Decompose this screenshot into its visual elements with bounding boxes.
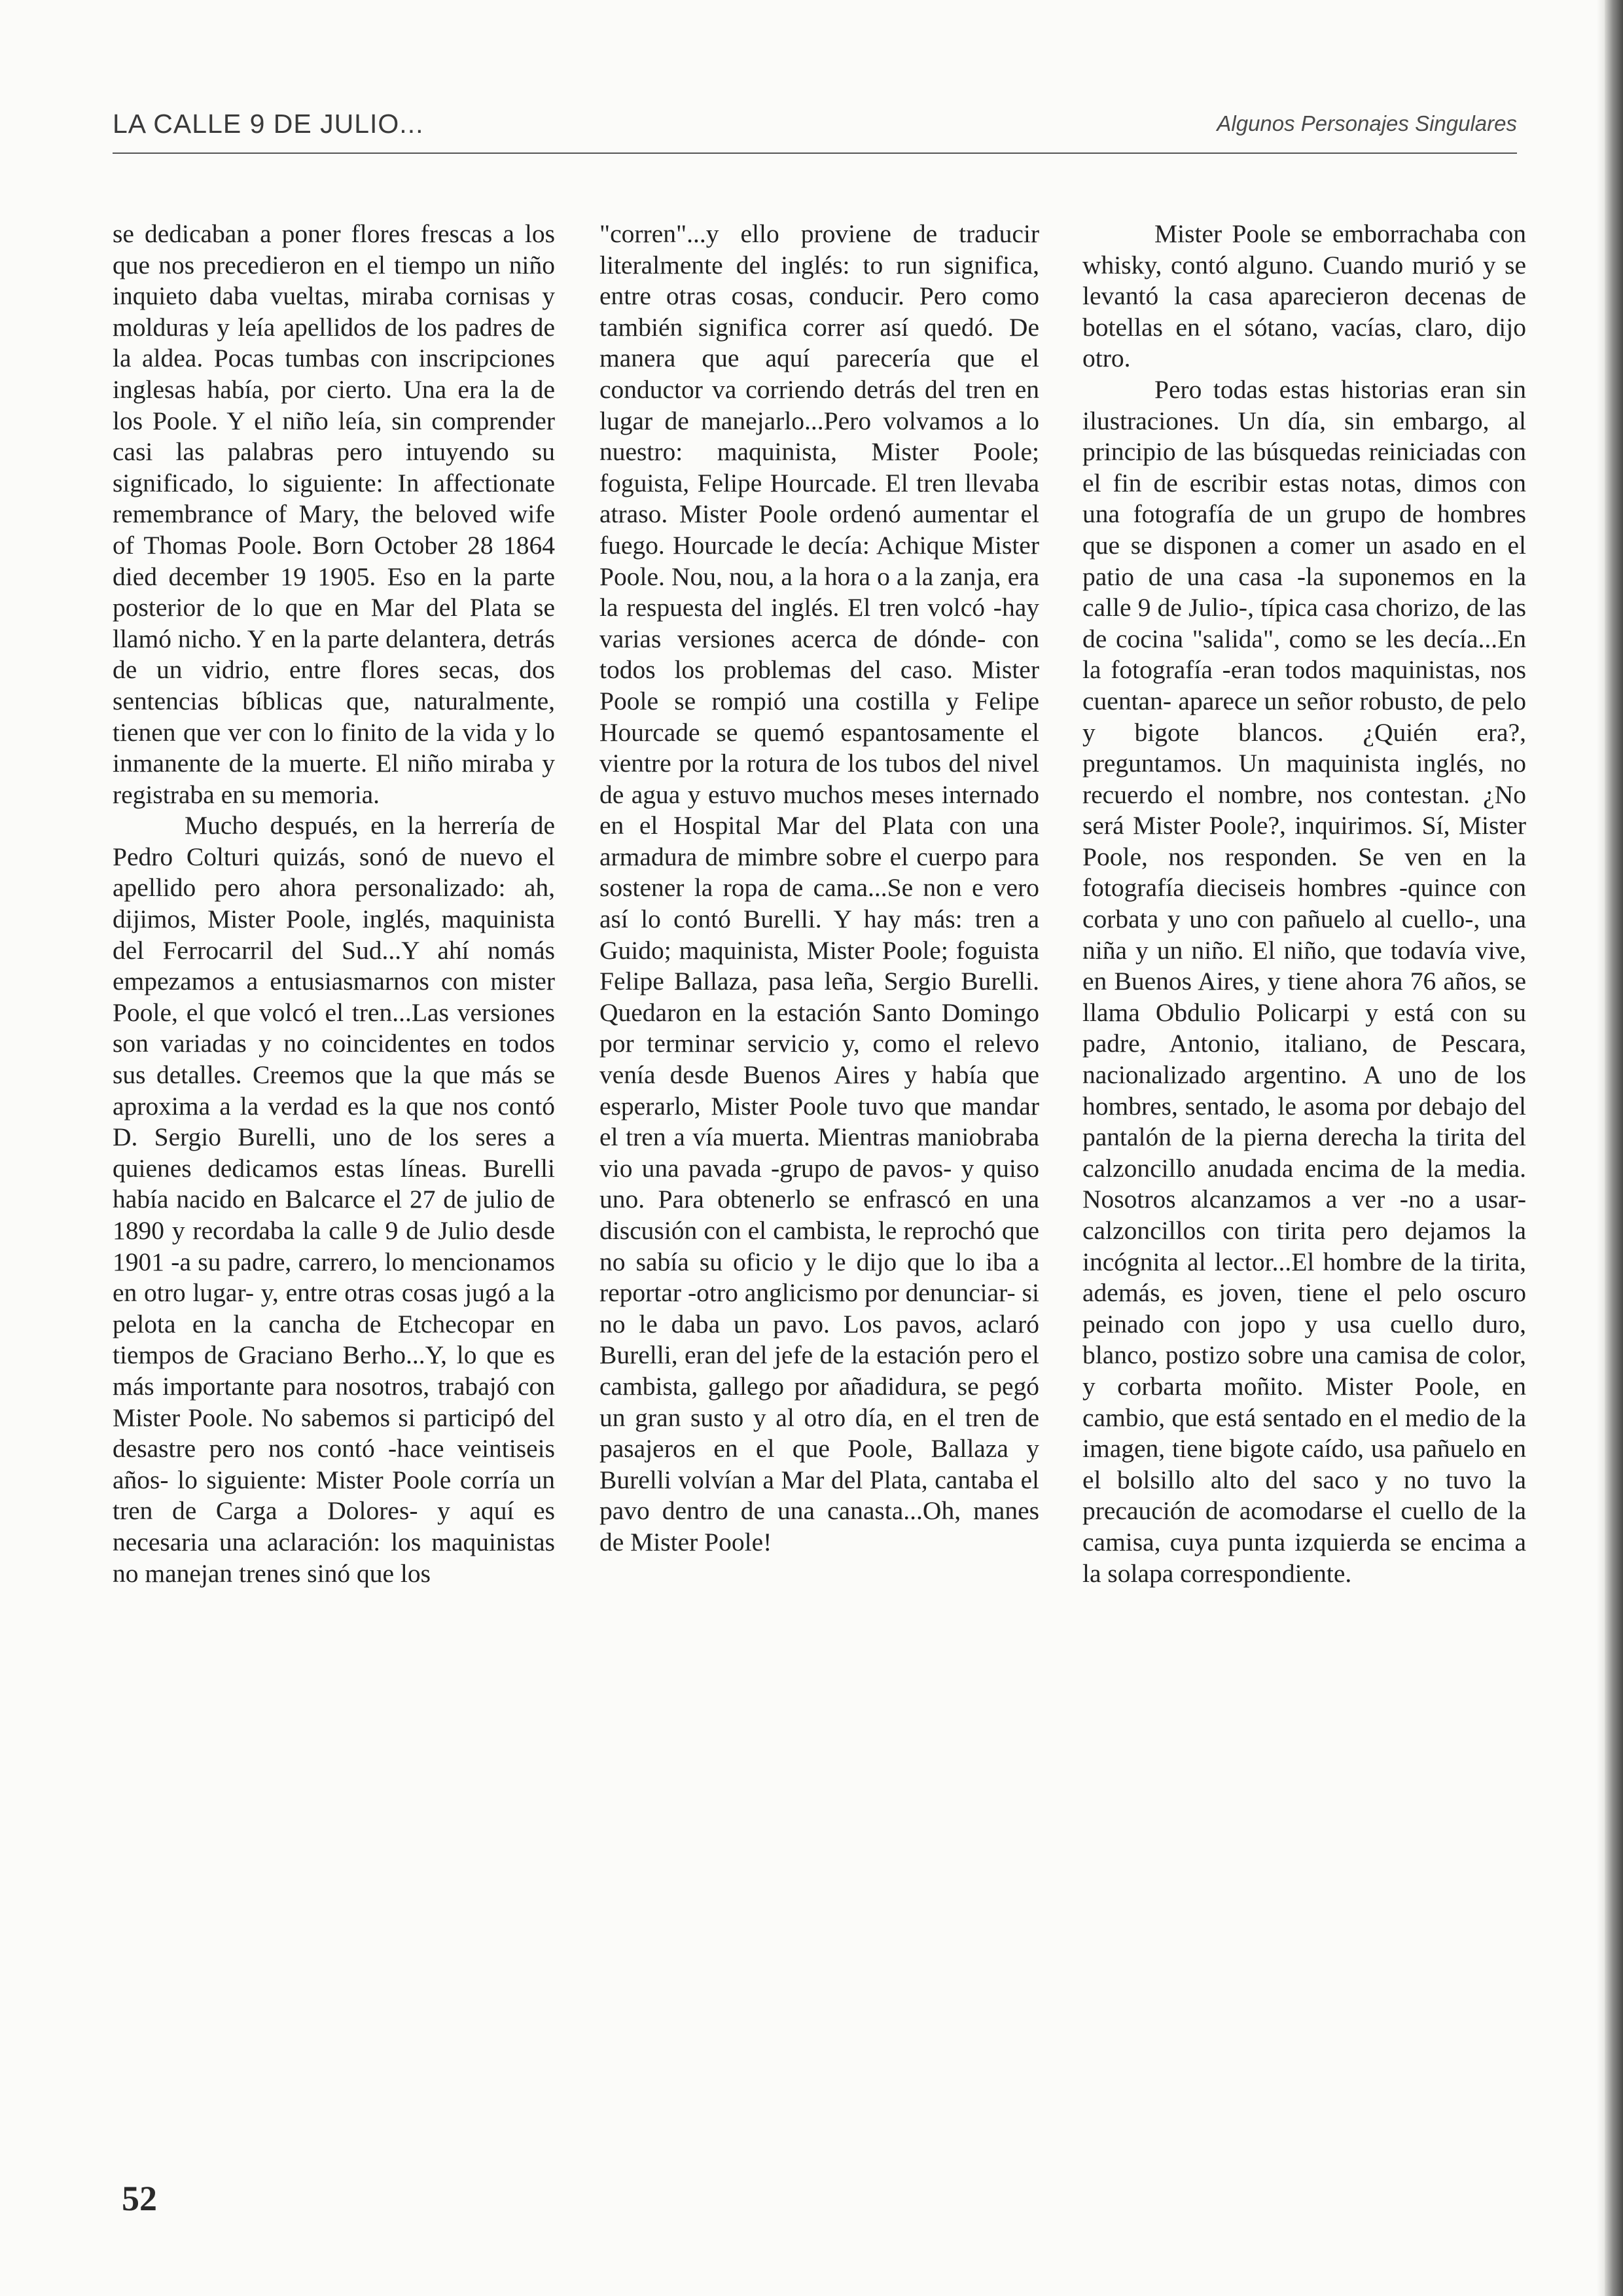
header-rule — [113, 152, 1517, 154]
running-header — [113, 103, 1517, 143]
scan-shadow — [1597, 0, 1605, 2296]
scan-edge — [1605, 0, 1623, 2296]
text-column-2 — [599, 219, 1039, 1558]
running-header-chapter-title: Algunos Personajes Singulares — [1217, 111, 1517, 135]
text-column-3 — [1082, 219, 1526, 1589]
paragraph: se dedicaban a poner flores frescas a los que nos precedieron en el tiempo un niño inquieto daba vueltas, miraba cornisas y molduras y leía apellidos de los padres de la aldea. Pocas tumbas con inscripciones inglesas había, por cierto. Una era la de los Poole. Y el niño leía, sin comprender casi las palabras pero intuyendo su significado, lo siguiente: In affectionate remembrance of Mary, the beloved wife of Thomas Poole. Born October 28 1864 died december 19 1905. Eso en la parte posterior de lo que en Mar del Plata se llamó nicho. Y en la parte delantera, detrás de un vidrio, entre flores secas, dos sentencias bíblicas que, naturalmente, tienen que ver con lo finito de la vida y lo inmanente de la muerte. El niño miraba y registraba en su memoria. — [113, 219, 555, 809]
paragraph: Mucho después, en la herrería de Pedro Colturi quizás, sonó de nuevo el apellido pero ahora personalizado: ah, dijimos, Mister Poole, inglés, maquinista del Ferrocarril del Sud...Y ahí nomás empezamos a entusiasmarnos con mister Poole, el que volcó el tren...Las versiones son variadas y no coincidentes en todos sus detalles. Creemos que la que más se aproxima a la verdad es la que nos contó D. Sergio Burelli, uno de los seres a quienes dedicamos estas líneas. Burelli había nacido en Balcarce el 27 de julio de 1890 y recordaba la calle 9 de Julio desde 1901 -a su padre, carrero, lo mencionamos en otro lugar- y, entre otras cosas jugó a la pelota en la cancha de Etchecopar en tiempos de Graciano Berho...Y, lo que es más importante para nosotros, trabajó con Mister Poole. No sabemos si participó del desastre pero nos contó -hace veintiseis años- lo siguiente: Mister Poole corría un tren de Carga a Dolores- y aquí es necesaria una aclaración: los maquinistas no manejan trenes sinó que los — [113, 811, 555, 1588]
paragraph: "corren"...y ello proviene de traducir literalmente del inglés: to run significa, entre otras cosas, conducir. Pero como también significa correr así quedó. De manera que aquí parecería que el conductor va corriendo detrás del tren en lugar de manejarlo...Pero volvamos a lo nuestro: maquinista, Mister Poole; foguista, Felipe Hourcade. El tren llevaba atraso. Mister Poole ordenó aumentar el fuego. Hourcade le decía: Achique Mister Poole. Nou, nou, a la hora o a la zanja, era la respuesta del inglés. El tren volcó -hay varias versiones acerca de dónde- con todos los problemas del caso. Mister Poole se rompió una costilla y Felipe Hourcade se quemó espantosamente el vientre por la rotura de los tubos del nivel de agua y estuvo muchos meses internado en el Hospital Mar del Plata con una armadura de mimbre sobre el cuerpo para sostener la ropa de cama...Se non e vero así lo contó Burelli. Y hay más: tren a Guido; maquinista, Mister Poole; foguista Felipe Ballaza, pasa leña, Sergio Burelli. Quedaron en la estación Santo Domingo por terminar servicio y, como el relevo venía desde Buenos Aires y había que esperarlo, Mister Poole tuvo que mandar el tren a vía muerta. Mientras maniobraba vio una pavada -grupo de pavos- y quiso uno. Para obtenerlo se enfrascó en una discusión con el cambista, le reprochó que no sabía su oficio y le dijo que lo iba a reportar -otro anglicismo por denunciar- si no le daba un pavo. Los pavos, aclaró Burelli, eran del jefe de la estación pero el cambista, gallego por añadidura, se pegó un gran susto y al otro día, en el tren de pasajeros en el que Poole, Ballaza y Burelli volvían a Mar del Plata, cantaba el pavo dentro de una canasta...Oh, manes de Mister Poole! — [599, 219, 1039, 1556]
page-number: 52 — [122, 2179, 157, 2218]
running-header-book-title: LA CALLE 9 DE JULIO... — [113, 109, 424, 139]
paragraph: Pero todas estas historias eran sin ilustraciones. Un día, sin embargo, al principio de las búsquedas reiniciadas con el fin de escribir estas notas, dimos con una fotografía de un grupo de hombres que se disponen a comer un asado en el patio de una casa -la suponemos en la calle 9 de Julio-, típica casa chorizo, de las de cocina "salida", como se les decía...En la fotografía -eran todos maquinistas, nos cuentan- aparece un señor robusto, de pelo y bigote blancos. ¿Quién era?, preguntamos. Un maquinista inglés, no recuerdo el nombre, nos contestan. ¿No será Mister Poole?, inquirimos. Sí, Mister Poole, nos responden. Se ven en la fotografía dieciseis hombres -quince con corbata y uno con pañuelo al cuello-, una niña y un niño. El niño, que todavía vive, en Buenos Aires, y tiene ahora 76 años, se llama Obdulio Policarpi y está con su padre, Antonio, italiano, de Pescara, nacionalizado argentino. A uno de los hombres, sentado, le asoma por debajo del pantalón de la pierna derecha la tirita del calzoncillo anudada encima de la media. Nosotros alcanzamos a ver -no a usar- calzoncillos con tirita pero dejamos la incógnita al lector...El hombre de la tirita, además, es joven, tiene el pelo oscuro peinado con jopo y usa cuello duro, blanco, postizo sobre una camisa de color, y corbarta moñito. Mister Poole, en cambio, que está sentado en el medio de la imagen, tiene bigote caído, usa pañuelo en el bolsillo alto del saco y no tuvo la precaución de acomodarse el cuello de la camisa, cuya punta izquierda se encima a la solapa correspondiente. — [1082, 374, 1526, 1588]
text-column-1 — [113, 219, 555, 1589]
paragraph: Mister Poole se emborrachaba con whisky, contó alguno. Cuando murió y se levantó la casa aparecieron decenas de botellas en el sótano, vacías, claro, dijo otro. — [1082, 219, 1526, 373]
